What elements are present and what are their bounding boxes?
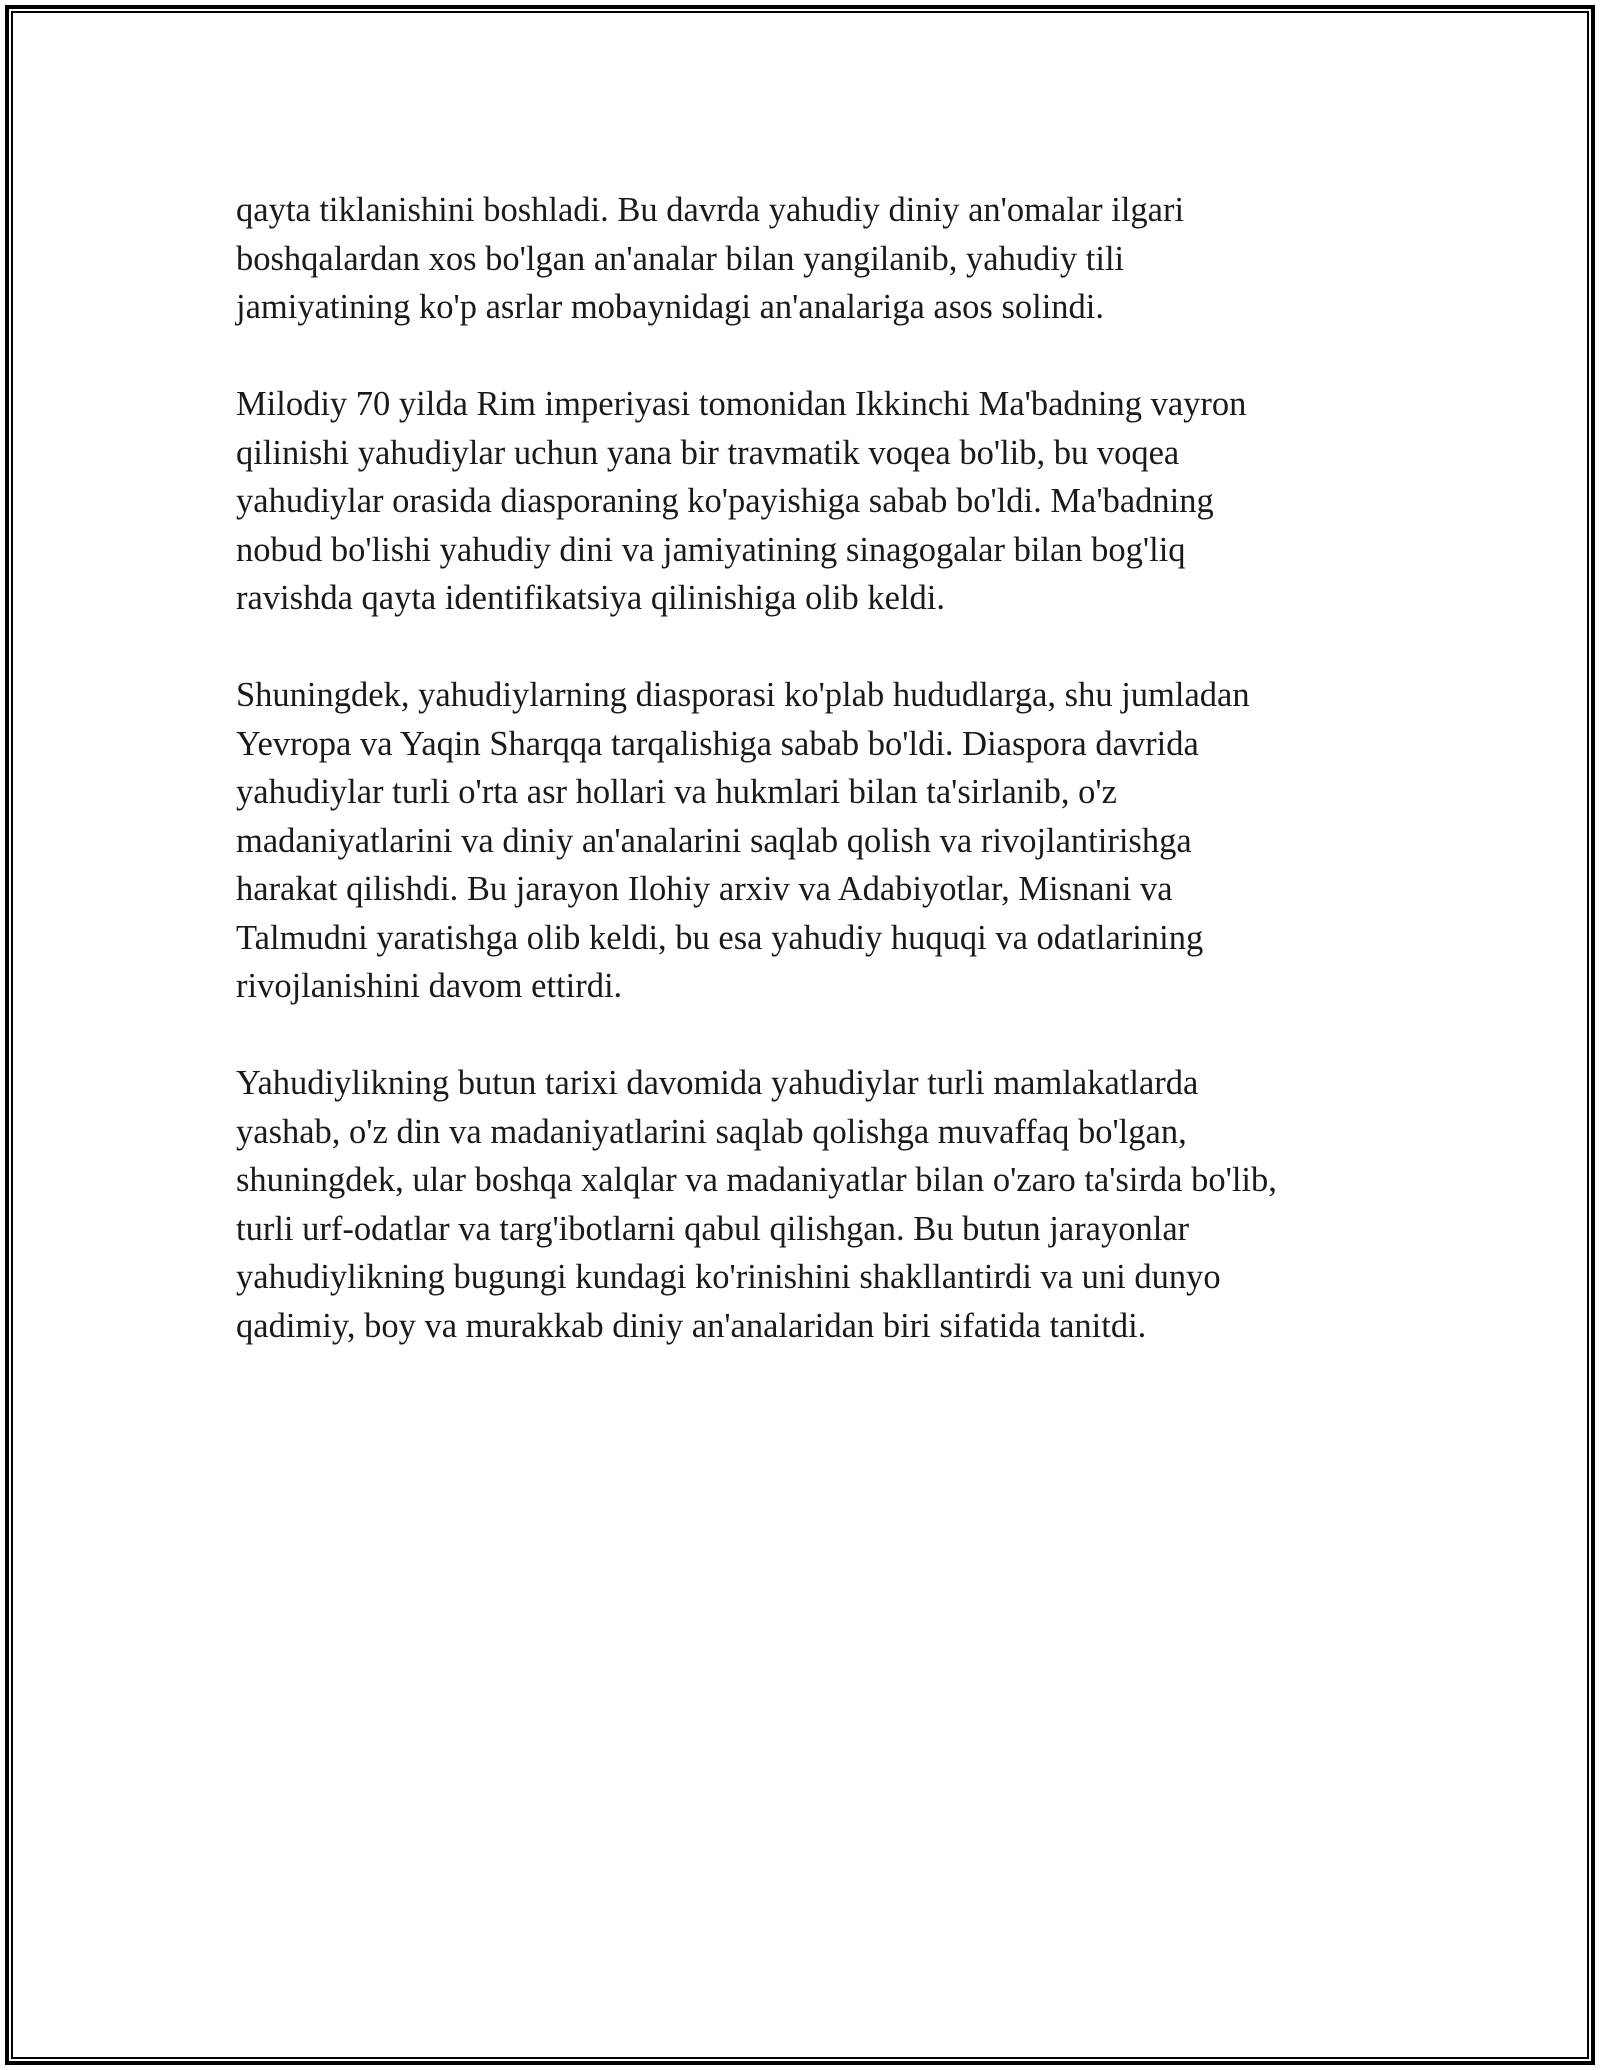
text-line: yahudiylikning bugungi kundagi ko'rinishini shakllantirdi va uni dunyo: [236, 1258, 1221, 1296]
text-line: Yevropa va Yaqin Sharqqa tarqalishiga sabab bo'ldi. Diaspora davrida: [236, 724, 1199, 763]
text-line: yashab, o'z din va madaniyatlarini saqlab qolishga muvaffaq bo'lgan,: [236, 1112, 1187, 1151]
text-line: yahudiylar orasida diasporaning ko'payishiga sabab bo'ldi. Ma'badning: [236, 482, 1214, 520]
text-line: jamiyatining ko'p asrlar mobaynidagi an'analariga asos solindi.: [236, 288, 1105, 326]
text-line: madaniyatlarini va diniy an'analarini saqlab qolish va rivojlantirishga: [236, 821, 1192, 860]
text-line: boshqalardan xos bo'lgan an'analar bilan yangilanib, yahudiy tili: [236, 239, 1125, 278]
text-line: harakat qilishdi. Bu jarayon Ilohiy arxiv va Adabiyotlar, Misnani va: [236, 870, 1173, 908]
text-line: Milodiy 70 yilda Rim imperiyasi tomonidan Ikkinchi Ma'badning vayron: [236, 385, 1247, 423]
text-line: qadimiy, boy va murakkab diniy an'analaridan biri sifatida tanitdi.: [236, 1306, 1147, 1345]
text-line: nobud bo'lishi yahudiy dini va jamiyatining sinagogalar bilan bog'liq: [236, 530, 1186, 569]
text-line: ravishda qayta identifikatsiya qilinishiga olib keldi.: [236, 579, 946, 617]
paragraph-1: [236, 186, 1366, 332]
text-line: turli urf-odatlar va targ'ibotlarni qabul qilishgan. Bu butun jarayonlar: [236, 1209, 1190, 1248]
text-line: yahudiylar turli o'rta asr hollari va hukmlari bilan ta'sirlanib, o'z: [236, 773, 1117, 811]
text-line: Talmudni yaratishga olib keldi, bu esa yahudiy huquqi va odatlarining: [236, 918, 1204, 957]
text-line: Shuningdek, yahudiylarning diasporasi ko'plab hududlarga, shu jumladan: [236, 676, 1250, 714]
text-line: qilinishi yahudiylar uchun yana bir travmatik voqea bo'lib, bu voqea: [236, 433, 1180, 472]
text-line: Yahudiylikning butun tarixi davomida yahudiylar turli mamlakatlarda: [236, 1064, 1199, 1102]
paragraph-4: [236, 1059, 1366, 1350]
paragraph-2: [236, 380, 1366, 623]
text-line: shuningdek, ular boshqa xalqlar va madaniyatlar bilan o'zaro ta'sirda bo'lib,: [236, 1161, 1277, 1199]
text-line: rivojlanishini davom ettirdi.: [236, 967, 623, 1005]
paragraph-3: [236, 671, 1366, 1011]
document-body: [236, 186, 1366, 1399]
text-line: qayta tiklanishini boshladi. Bu davrda yahudiy diniy an'omalar ilgari: [236, 191, 1185, 229]
